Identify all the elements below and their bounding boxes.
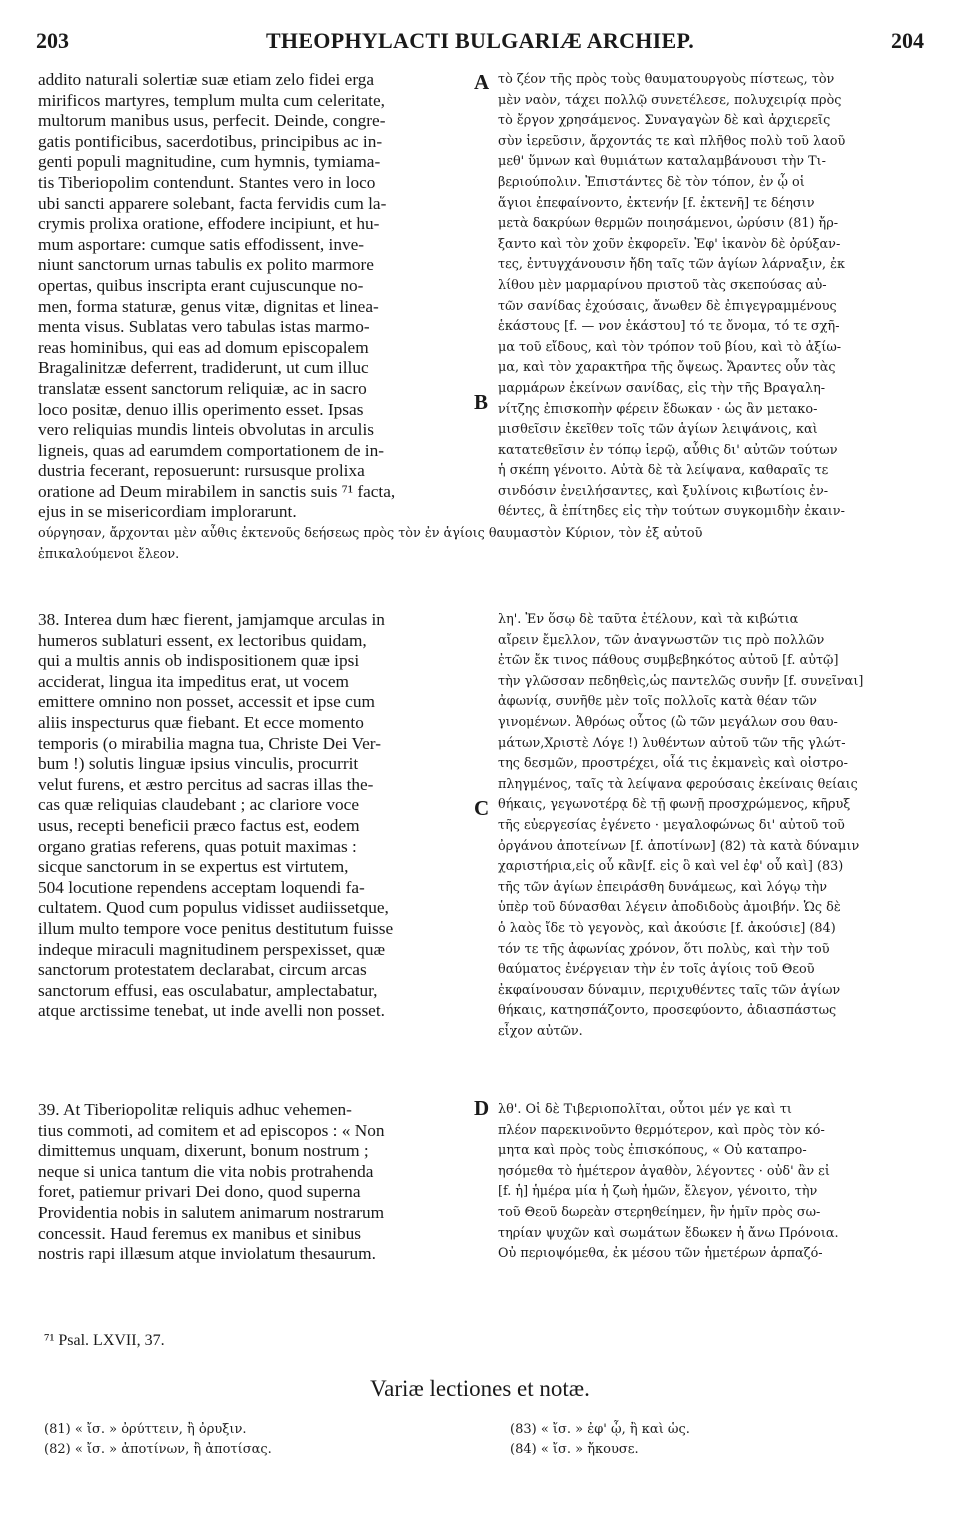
latin-text-line: nostris rapi illæsum atque inviolatum thesaurum. [38,1244,376,1264]
greek-text-line: σινδόσιν ἐνειλήσαντες, καὶ ξυλίνοις κιβωτίοις ἐν- [498,483,829,499]
latin-text-line: 38. Interea dum hæc fierent, jamjamque arculas in [38,610,385,629]
notes-left-column [44,1420,272,1460]
latin-text-line: multorum manibus usus, perfecit. Deinde, congre- [38,111,386,131]
notes-right-column [510,1420,690,1460]
greek-text-line: λθ'. Οἱ δὲ Τιβεριοπολῖται, οὗτοι μέν γε καὶ τι [498,1102,792,1117]
latin-text-line: temporis (o mirabilia magna tua, Christe Dei Ver- [38,733,381,753]
greek-text-line: νίτζης ἐπισκοπὴν φέρειν ἔδωκαν · ὡς ἂν μετακο- [498,401,818,417]
greek-text-line: λίθου μὲν μαρμαρίνου πριστοῦ τὰς σκεπούσας αὐ- [498,277,827,293]
running-title: THEOPHYLACTI BULGARIÆ ARCHIEP. [265,28,695,53]
greek-text-line: τες, ἐντυγχάνουσιν ἤδη ταῖς τῶν ἁγίων λάρναξιν, ἐκ [498,257,845,273]
greek-text-line: θέντες, ἃ ἐπίτηδες εἰς τὴν τούτων συγκομιδὴν ἐκαιν- [498,504,845,520]
greek-text-line: τὸ ἔργον χρησάμενος. Συναγαγὼν δὲ καὶ ἀρχιερεῖς [498,113,831,129]
greek-text-line: μετὰ δακρύων θερμῶν ποιησάμενοι, ὠρύσιν (81) ἤρ- [498,216,839,232]
latin-text-line: usus, recepti beneficii præco factus est, eodem [38,815,360,835]
page-number-right: 204 [891,28,924,53]
greek-text-line: σὺν ἱερεῦσιν, ἄρχοντάς τε καὶ πλῆθος πολὺ τοῦ λαοῦ [498,133,846,149]
latin-text-line: neque si unica tantum die vita nobis protrahenda [38,1161,374,1181]
greek-text-line: τόν τε τῆς ἀφωνίας χρόνον, ὅτι πολὺς, καὶ τὴν τοῦ [498,941,830,957]
latin-text-line: men, forma staturæ, genus vitæ, dignitas et linea- [38,296,379,316]
latin-text-line: gatis pontificibus, sacerdotibus, principibus ac in- [38,131,383,151]
greek-text-line: ἀφωνίᾳ, συνῆθε μὲν τοῖς πολλοῖς κατὰ θέαν τῶν [498,694,817,710]
latin-text-line: mirificos martyres, templum multa cum celeritate, [38,90,385,110]
greek-text-line: μαρμάρων ἐκείνων σανίδας, εἰς τὴν τῆς Βραγαλη- [498,380,826,396]
greek-text-line: τῆς τῶν ἁγίων ἐπειράσθη δυνάμεως, καὶ λόγῳ τὴν [498,879,828,895]
greek-text-line: λη'. Ἐν ὅσῳ δὲ ταῦτα ἐτέλουν, καὶ τὰ κιβώτια [498,612,799,627]
greek-text-line: τὸ ζέον τῆς πρὸς τοὺς θαυματουργοὺς πίστεως, τὸν [498,72,835,87]
greek-text-line: μὲν ναὸν, τάχει πολλῷ συνετέλεσε, πολυχειρίᾳ πρὸς [498,92,842,108]
greek-text-line: ὁ λαὸς ἴδε τὸ γεγονὸς, καὶ ἀκούσιε [f. ἀκούσιε] (84) [498,920,836,936]
latin-text-line: reas hominibus, qui eas ad domum episcopalem [38,337,369,357]
greek-column-section-38 [498,610,926,1042]
greek-text-line: ὀργάνου ἀποτείνων [f. ἀποτίνων] (82) τὰ κατὰ δύναμιν [498,838,860,854]
greek-text-line: ἡ σκέπη γένοιτο. Αὐτὰ δὲ τὰ λείψανα, καθαραῖς τε [498,463,829,479]
greek-text-line: ὑπὲρ τοῦ δύνασθαι λέγειν ἀποδιδοὺς ἀμοιβήν. Ὡς δὲ [498,900,841,916]
latin-text-line: mum asportare: cumque satis effodissent, inve- [38,234,365,254]
margin-marker-a: A [474,70,490,94]
latin-text-line: acciderat, lingua ita impeditus erat, ut vocem [38,671,349,691]
latin-text-line: menta visus. Sublatas vero tabulas istas marmo- [38,317,370,337]
latin-text-line: foret, patiemur privari Dei dono, quod superna [38,1182,361,1202]
latin-text-line: tius commoti, ad comitem et ad episcopos : « Non [38,1120,385,1140]
latin-text-line: cultatem. Quod cum populus vidisset audiissetque, [38,898,389,918]
greek-text-line: μισθεῖσιν ἐκεῖθεν τοῖς τῶν ἁγίων λειψάνοις, καὶ [498,422,818,438]
greek-text-line: μα τοῦ εἴδους, καὶ τὸν τρόπον τοῦ βίου, καὶ τὸ ἀξίω- [498,339,842,355]
latin-text-line: genti populi magnitudine, cum hymnis, tymiama- [38,152,381,172]
greek-text-line: ἅγιοι ἐπεφαίνοντο, ἐκτενήν [f. ἐκτενῆ] τε δέησιν [498,195,815,211]
greek-text-line: της δεσμῶν, προστρέχει, οἷά τις ἐκμανεὶς καὶ οἰστρο- [498,756,848,772]
latin-column-section-39 [38,1100,470,1265]
greek-text-line: τῆς εὐεργεσίας ἐγένετο · μεγαλοφώνως δι' αὐτοῦ τοῦ [498,817,845,833]
greek-text-line: τῶν σανίδας ἐχούσαις, ἄνωθεν δὲ ἐπιγεγραμμένους [498,298,837,314]
latin-text-line: vero reliquias mundis linteis obvolutas in arculis [38,420,374,440]
latin-column-section-38 [38,610,470,1022]
latin-text-line: qui a multis annis ob indispositionem quæ ipsi [38,651,360,671]
greek-text-line: μα, καὶ τὸν χαρακτῆρα τῆς ὄψεως. Ἄραντες οὖν τὰς [498,360,836,376]
greek-text-line: [f. ἡ] ἡμέρα μία ἡ ζωὴ ἡμῶν, ἔλεγον, γένοιτο, τὴν [498,1184,818,1200]
margin-marker-b: B [474,390,489,414]
greek-text-line: ησόμεθα τὸ ἡμέτερον ἀγαθὸν, λέγοντες · οὐδ' ἂν εἰ [498,1163,830,1179]
latin-text-line: sanctorum effusi, eas osculabatur, amplectabatur, [38,980,378,1000]
greek-text-line: χαριστήρια,εἰς οὗ κἂν[f. εἰς ὃ καὶ vel ἐφ' οὗ καὶ] (83) [498,859,844,875]
greek-text-line: μητα καὶ πρὸς τοὺς ἐπισκόπους, « Οὐ καταπρο- [498,1143,807,1159]
greek-text-line: ἑκάστους [f. — νον ἑκάστου] τό τε ὄνομα, τό τε σχῆ- [498,319,840,335]
latin-text-line: Providentia nobis in salutem animarum nostrarum [38,1202,385,1222]
latin-text-line: crymis prolixa oratione, effodere incipiunt, et hu- [38,214,380,234]
greek-text-line: κατατεθεῖσιν ἐν τόπῳ ἱερῷ, αὖθις δι' αὐτῶν τούτων [498,442,838,458]
greek-text-line: ἐκφαίνουσαν δύναμιν, περιχυθέντες ταῖς τῶν ἁγίων [498,982,841,998]
latin-text-line: organo gratias referens, quas potuit maximas : [38,836,357,856]
latin-text-line: ubi sancti apparere solebant, facta fervidis cum la- [38,193,387,213]
page-number-left: 203 [36,28,69,53]
latin-text-line: concessit. Haud feremus ex manibus et sinibus [38,1223,361,1243]
greek-text-line: θήκαις, κατησπάζοντο, προσεφύοντο, ἀδιασπάστως [498,1003,837,1019]
latin-text-line: emittere omnino non posset, accessit et ipse cum [38,692,375,712]
greek-text-line: ξαντο καὶ τὸν χοῦν ἐκφορεῖν. Ἐφ' ἱκανὸν δὲ ὀρύξαν- [498,236,841,252]
latin-text-line: tis Tiberiopolim contendunt. Stantes vero in loco [38,172,376,192]
latin-text-line: oratione ad Deum mirabilem in sanctis suis ⁷¹ facta, [38,481,396,501]
latin-text-line: ligneis, quas ad earumdem comportationem de in- [38,440,385,460]
greek-text-line: πληγμένος, ταῖς τὰ λείψανα φερούσαις ἐκείναις θείαις [498,776,858,792]
greek-text-line: αἴρειν ἔμελλον, τῶν ἀναγνωστῶν τις πρὸ πολλῶν [498,632,825,648]
latin-text-line: atque arctissime tenebat, ut inde avelli non posset. [38,1001,385,1021]
greek-text-line: ἐπικαλούμενοι ἔλεον. [38,546,180,562]
greek-column-section-39 [498,1100,926,1265]
latin-text-line: cas quæ reliquias claudebant ; ac clariore voce [38,795,359,815]
latin-text-line: sanctorum protestatem declarabat, circum arcas [38,960,367,980]
latin-text-line: indeque miraculi magnitudinem perspexisset, quæ [38,939,385,959]
latin-text-line: opertas, quibus inscripta erant cujuscunque no- [38,275,364,295]
latin-column-section-37 [38,70,470,523]
latin-text-line: niunt sanctorum urnas tabulis ex polito marmore [38,255,374,275]
greek-text-line: μάτων,Χριστὲ Λόγε !) λυθέντων αὐτοῦ τῶν τῆς γλώτ- [498,735,846,751]
latin-text-line: ejus in se misericordiam implorarunt. [38,502,297,522]
latin-text-line: loco positæ, denuo illis operimento esset. Ipsas [38,399,364,419]
greek-text-line: πλέον παρεκινοῦντο θερμότερον, καὶ πρὸς τὸν κό- [498,1122,825,1138]
latin-text-line: illum multo tempore voce penitus destitutum fuisse [38,918,394,938]
variant-note: (83) « ἴσ. » ἐφ' ᾧ, ἢ καὶ ὡς. [510,1422,690,1437]
greek-text-line: εἶχον αὐτῶν. [498,1023,583,1039]
greek-text-line: βεριούπολιν. Ἐπιστάντες δὲ τὸν τόπον, ἐν ᾧ οἱ [498,174,805,190]
greek-text-line: μεθ' ὕμνων καὶ θυμιάτων καταλαμβάνουσι τὴν Τι- [498,154,826,170]
latin-text-line: sicque sanctorum in se expertus est virtutem, [38,857,349,877]
latin-text-line: 504 locutione rependens acceptam loquendi fa- [38,877,365,897]
latin-text-line: addito naturali solertiæ suæ etiam zelo fidei erga [38,70,375,89]
greek-text-line: Οὐ περιοψόμεθα, ἐκ μέσου τῶν ἡμετέρων ἁρπαζό- [498,1246,823,1262]
latin-text-line: velut furens, et æstro percitus ad sacras illas the- [38,774,374,794]
latin-text-line: bum !) solutis linguæ ipsius vinculis, procurrit [38,754,359,774]
latin-text-line: Bragalinitzæ deferrent, tradiderunt, ut cum illuc [38,358,369,378]
greek-fullwidth-continuation [38,524,926,565]
greek-text-line: θήκαις, γεγωνοτέρᾳ δὲ τῇ φωνῇ προσχρώμενος, κῆρυξ [498,797,851,813]
latin-text-line: dimittemus unquam, dixerunt, bonum nostrum ; [38,1141,369,1161]
latin-text-line: 39. At Tiberiopolitæ reliquis adhuc vehemen- [38,1100,352,1119]
latin-text-line: aliis inspecturus quæ fiebant. Et ecce momento [38,712,364,732]
greek-text-line: γινομένων. Ἀθρόως οὗτος (ὢ τῶν μεγάλων σου θαυ- [498,714,838,730]
margin-marker-d: D [474,1096,490,1120]
variant-note: (81) « ἴσ. » ὀρύττειν, ἢ ὀρυξιν. [44,1422,247,1437]
running-header [36,28,924,58]
latin-text-line: humeros sublaturi essent, ex lectoribus quidam, [38,630,367,650]
greek-text-line: τηρίαν ψυχῶν καὶ σωμάτων ἔδωκεν ἡ ἄνω Πρόνοια. [498,1225,839,1241]
greek-text-line: τοῦ Θεοῦ δωρεὰν στερηθείημεν, ἣν ἡμῖν πρὸς σω- [498,1204,821,1220]
greek-text-line: τὴν γλῶσσαν πεδηθεὶς,ὡς παντελῶς συνῆν [f. συνεῖναι] [498,673,864,689]
greek-text-line: ἐτῶν ἔκ τινος πάθους συμβεβηκότος αὐτοῦ [f. αὐτῷ] [498,653,839,669]
notes-heading: Variæ lectiones et notæ. [370,1376,590,1401]
greek-column-section-37 [498,70,926,523]
variant-note: (84) « ἴσ. » ἤκουσε. [510,1442,639,1457]
latin-text-line: dustria fecerant, reposuerunt: rursusque prolixa [38,461,365,481]
footnote: ⁷¹ Psal. LXVII, 37. [44,1332,165,1349]
latin-text-line: translatæ essent sanctorum reliquiæ, ac in sacro [38,378,367,398]
margin-marker-c: C [474,796,490,820]
variant-note: (82) « ἴσ. » ἀποτίνων, ἢ ἀποτίσας. [44,1442,272,1457]
greek-text-line: θαύματος ἐνέργειαν τὴν ἐν τοῖς ἁγίοις τοῦ Θεοῦ [498,962,815,978]
greek-text-line: ούργησαν, ἄρχονται μὲν αὖθις ἐκτενοῦς δεήσεως πρὸς τὸν ἐν ἁγίοις θαυμαστὸν Κύριον, τὸν ἐξ αὐτοῦ [38,526,703,541]
